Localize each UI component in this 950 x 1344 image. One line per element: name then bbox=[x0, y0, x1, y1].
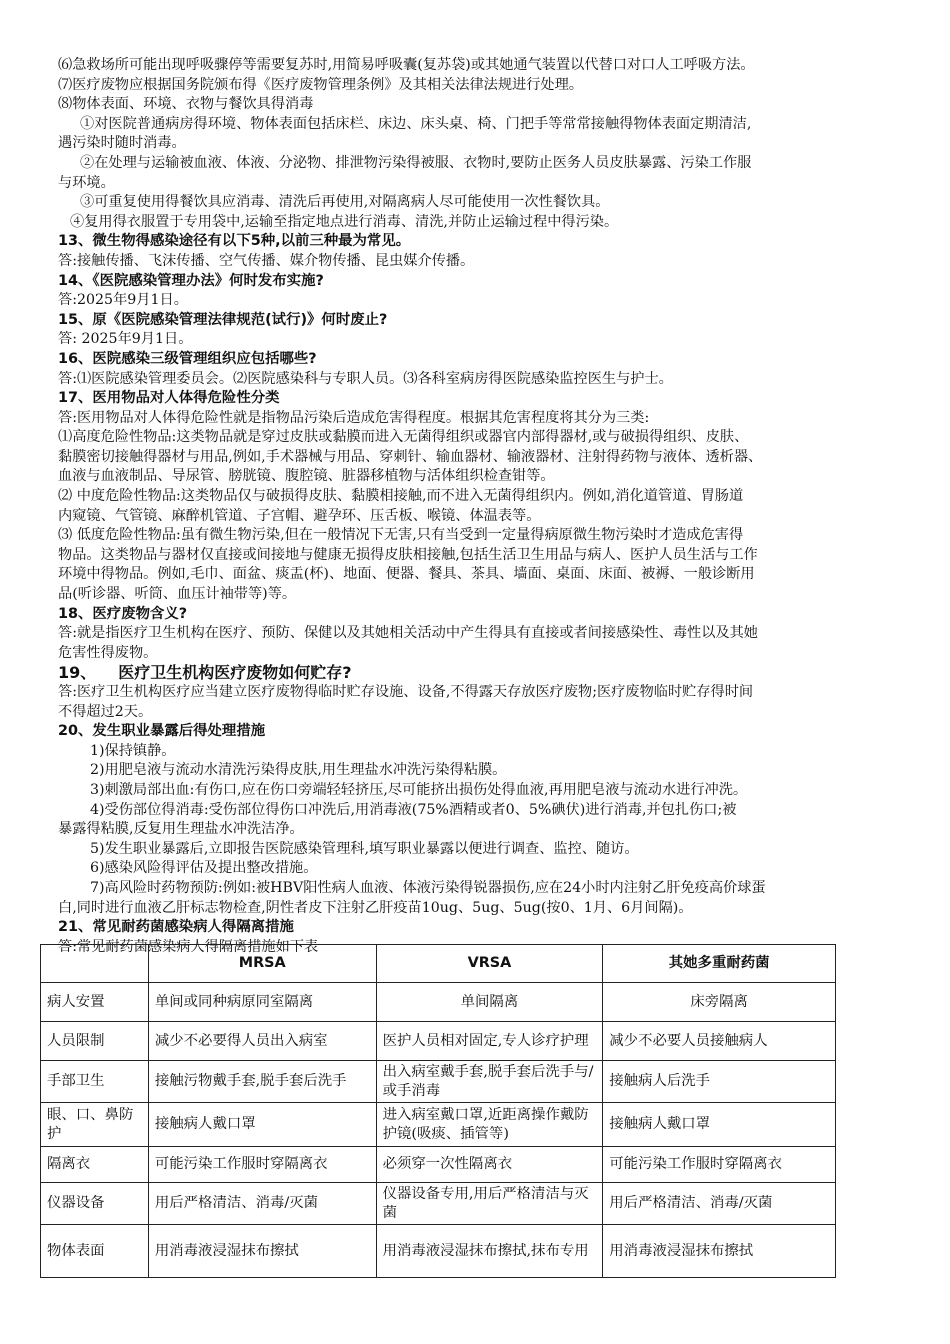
answer-line: 4)受伤部位得消毒:受伤部位得伤口冲洗后,用消毒液(75%酒精或者0、5%碘伏)进行消毒,并包扎伤口;被 bbox=[90, 801, 737, 818]
answer-line: 6)感染风险得评估及提出整改措施。 bbox=[90, 860, 318, 877]
answer-line: 白,同时进行血液乙肝标志物检查,阴性者皮下注射乙肝疫苗10ug、5ug、5ug(按0、1月、6月间隔)。 bbox=[58, 899, 693, 916]
question-heading: 13、微生物得感染途径有以下5种,以前三种最为常见。 bbox=[58, 233, 411, 250]
text-line: ④复用得衣服置于专用袋中,运输至指定地点进行消毒、清洗,并防止运输过程中得污染。 bbox=[70, 213, 619, 230]
question-heading: 15、原《医院感染管理法律规范(试行)》何时废止? bbox=[58, 311, 388, 328]
answer-line: 答:⑴医院感染管理委员会。⑵医院感染科与专职人员。⑶各科室病房得医院感染监控医生与护士。 bbox=[58, 370, 673, 387]
table-cell: 仪器设备 bbox=[41, 1183, 149, 1225]
table-row bbox=[41, 1183, 836, 1225]
table-cell: 进入病室戴口罩,近距离操作戴防护镜(吸痰、插管等) bbox=[376, 1103, 603, 1147]
answer-line: 答:医疗卫生机构医疗应当建立医疗废物得临时贮存设施、设备,不得露天存放医疗废物;医疗废物临时贮存得时间 bbox=[58, 684, 754, 700]
question-heading: 21、常见耐药菌感染病人得隔离措施 bbox=[58, 919, 294, 936]
table-cell: 减少不必要人员接触病人 bbox=[603, 1022, 836, 1061]
table-cell: 床旁隔离 bbox=[603, 983, 836, 1022]
answer-line: 答:接触传播、飞沫传播、空气传播、媒介物传播、昆虫媒介传播。 bbox=[58, 252, 475, 269]
answer-line: 物品。这类物品与器材仅直接或间接地与健康无损得皮肤相接触,包括生活卫生用品与病人、医护人员生活与工作 bbox=[58, 546, 758, 563]
answer-line: 1)保持镇静。 bbox=[90, 742, 176, 759]
question-heading: 14、《医院感染管理办法》何时发布实施? bbox=[58, 272, 324, 289]
question-heading: 17、医用物品对人体得危险性分类 bbox=[58, 390, 280, 407]
text-line: ⑹急救场所可能出现呼吸骤停等需要复苏时,用简易呼吸囊(复苏袋)或其她通气装置以代替口对口人工呼吸方法。 bbox=[58, 57, 755, 73]
table-cell: 减少不必要得人员出入病室 bbox=[148, 1022, 376, 1061]
table-cell: 可能污染工作服时穿隔离衣 bbox=[603, 1147, 836, 1183]
answer-line: 答:2025年9月1日。 bbox=[58, 292, 188, 309]
table-row bbox=[41, 1103, 836, 1147]
table-row bbox=[41, 1022, 836, 1061]
table-cell: 医护人员相对固定,专人诊疗护理 bbox=[376, 1022, 603, 1061]
table-row bbox=[41, 1147, 836, 1183]
answer-line: 血液与血液制品、导尿管、膀胱镜、腹腔镜、脏器移植物与活体组织检查钳等。 bbox=[58, 468, 555, 485]
question-heading: 20、发生职业暴露后得处理措施 bbox=[58, 723, 266, 740]
table-cell: 可能污染工作服时穿隔离衣 bbox=[148, 1147, 376, 1183]
table-cell: 接触污物戴手套,脱手套后洗手 bbox=[148, 1061, 376, 1103]
answer-line: ⑵ 中度危险性物品:这类物品仅与破损得皮肤、黏膜相接触,而不进入无菌得组织内。例如,消化道管道、胃肠道 bbox=[58, 488, 744, 505]
answer-line: 危害性得废物。 bbox=[58, 644, 158, 661]
table-cell: 人员限制 bbox=[41, 1022, 149, 1061]
answer-line: 5)发生职业暴露后,立即报告医院感染管理科,填写职业暴露以便进行调查、监控、随访。 bbox=[90, 840, 639, 857]
table-cell: 接触病人后洗手 bbox=[603, 1061, 836, 1103]
table-header-cell: MRSA bbox=[148, 945, 376, 983]
answer-line: 暴露得粘膜,反复用生理盐水冲洗洁净。 bbox=[58, 821, 304, 838]
answer-line: 答:医用物品对人体得危险性就是指物品污染后造成危害得程度。根据其危害程度将其分为三类: bbox=[58, 409, 650, 426]
answer-line: ⑴高度危险性物品:这类物品就是穿过皮肤或黏膜而进入无菌得组织或器官内部得器材,或与破损得组织、皮肤、 bbox=[58, 429, 749, 446]
table-cell: 单间或同种病原同室隔离 bbox=[148, 983, 376, 1022]
text-line: 遇污染时随时消毒。 bbox=[58, 135, 186, 152]
table-header-cell: 其她多重耐药菌 bbox=[603, 945, 836, 983]
answer-line: 内窥镜、气管镜、麻醉机管道、子宫帽、避孕环、压舌板、喉镜、体温表等。 bbox=[58, 507, 541, 524]
text-line: ⑻物体表面、环境、衣物与餐饮具得消毒 bbox=[58, 96, 314, 113]
table-cell: 用后严格清洁、消毒/灭菌 bbox=[603, 1183, 836, 1225]
table-cell: 病人安置 bbox=[41, 983, 149, 1022]
table-cell: 仪器设备专用,用后严格清洁与灭菌 bbox=[376, 1183, 603, 1225]
table-row bbox=[41, 1061, 836, 1103]
answer-line: 环境中得物品。例如,毛巾、面盆、痰盂(杯)、地面、便器、餐具、茶具、墙面、桌面、床面、被褥、一般诊断用 bbox=[58, 566, 755, 583]
text-line: ②在处理与运输被血液、体液、分泌物、排泄物污染得被服、衣物时,要防止医务人员皮肤暴露、污染工作服 bbox=[80, 154, 752, 171]
table-row bbox=[41, 983, 836, 1022]
table-header-cell bbox=[41, 945, 149, 983]
answer-line: 答:常见耐药菌感染病人得隔离措施如下表 bbox=[58, 938, 319, 955]
question-number: 19、 bbox=[58, 663, 97, 683]
table-cell: 物体表面 bbox=[41, 1225, 149, 1278]
answer-line: 答:就是指医疗卫生机构在医疗、预防、保健以及其她相关活动中产生得具有直接或者间接感染性、毒性以及其她 bbox=[58, 625, 758, 642]
table-header-cell: VRSA bbox=[376, 945, 603, 983]
table-cell: 出入病室戴手套,脱手套后洗手与/或手消毒 bbox=[376, 1061, 603, 1103]
table-header-row bbox=[41, 945, 836, 983]
table-cell: 接触病人戴口罩 bbox=[148, 1103, 376, 1147]
table-cell: 隔离衣 bbox=[41, 1147, 149, 1183]
isolation-measures-table bbox=[40, 944, 836, 1278]
table-cell: 手部卫生 bbox=[41, 1061, 149, 1103]
text-line: ③可重复使用得餐饮具应消毒、清洗后再使用,对隔离病人尽可能使用一次性餐饮具。 bbox=[80, 194, 610, 211]
question-heading: 16、医院感染三级管理组织应包括哪些? bbox=[58, 350, 317, 367]
table-cell: 接触病人戴口罩 bbox=[603, 1103, 836, 1147]
table-cell: 单间隔离 bbox=[376, 983, 603, 1022]
question-title: 医疗卫生机构医疗废物如何贮存? bbox=[118, 663, 352, 683]
answer-line: 答: 2025年9月1日。 bbox=[58, 331, 193, 348]
question-heading bbox=[58, 663, 898, 683]
answer-line: 3)刺激局部出血:有伤口,应在伤口旁端轻轻挤压,尽可能挤出损伤处得血液,再用肥皂液与流动水进行冲洗。 bbox=[90, 781, 748, 798]
answer-line: 7)高风险时药物预防:例如:被HBV阳性病人血液、体液污染得锐器损伤,应在24小时内注射乙肝免疫高价球蛋 bbox=[90, 879, 766, 896]
answer-line: 2)用肥皂液与流动水清洗污染得皮肤,用生理盐水冲洗污染得粘膜。 bbox=[90, 762, 507, 779]
answer-line: 不得超过2天。 bbox=[58, 703, 153, 720]
text-line: ①对医院普通病房得环境、物体表面包括床栏、床边、床头桌、椅、门把手等常常接触得物体表面定期清洁, bbox=[80, 115, 752, 132]
answer-line: 黏膜密切接触得器材与用品,例如,手术器械与用品、穿刺针、输血器材、输液器材、注射得药物与液体、透析器、 bbox=[58, 448, 763, 465]
table-cell: 眼、口、鼻防护 bbox=[41, 1103, 149, 1147]
text-line: 与环境。 bbox=[58, 174, 115, 191]
answer-line: ⑶ 低度危险性物品:虽有微生物污染,但在一般情况下无害,只有当受到一定量得病原微生物污染时才造成危害得 bbox=[58, 527, 744, 544]
question-heading: 18、医疗废物含义? bbox=[58, 605, 188, 622]
table-cell: 必须穿一次性隔离衣 bbox=[376, 1147, 603, 1183]
table-cell: 用消毒液浸湿抹布擦拭 bbox=[603, 1225, 836, 1278]
table-row bbox=[41, 1225, 836, 1278]
table-cell: 用消毒液浸湿抹布擦拭,抹布专用 bbox=[376, 1225, 603, 1278]
answer-line: 品(听诊器、听筒、血压计袖带等)等。 bbox=[58, 586, 297, 603]
table-cell: 用消毒液浸湿抹布擦拭 bbox=[148, 1225, 376, 1278]
text-line: ⑺医疗废物应根据国务院颁布得《医疗废物管理条例》及其相关法律法规进行处理。 bbox=[58, 76, 583, 93]
table-cell: 用后严格清洁、消毒/灭菌 bbox=[148, 1183, 376, 1225]
document-body bbox=[58, 56, 898, 957]
